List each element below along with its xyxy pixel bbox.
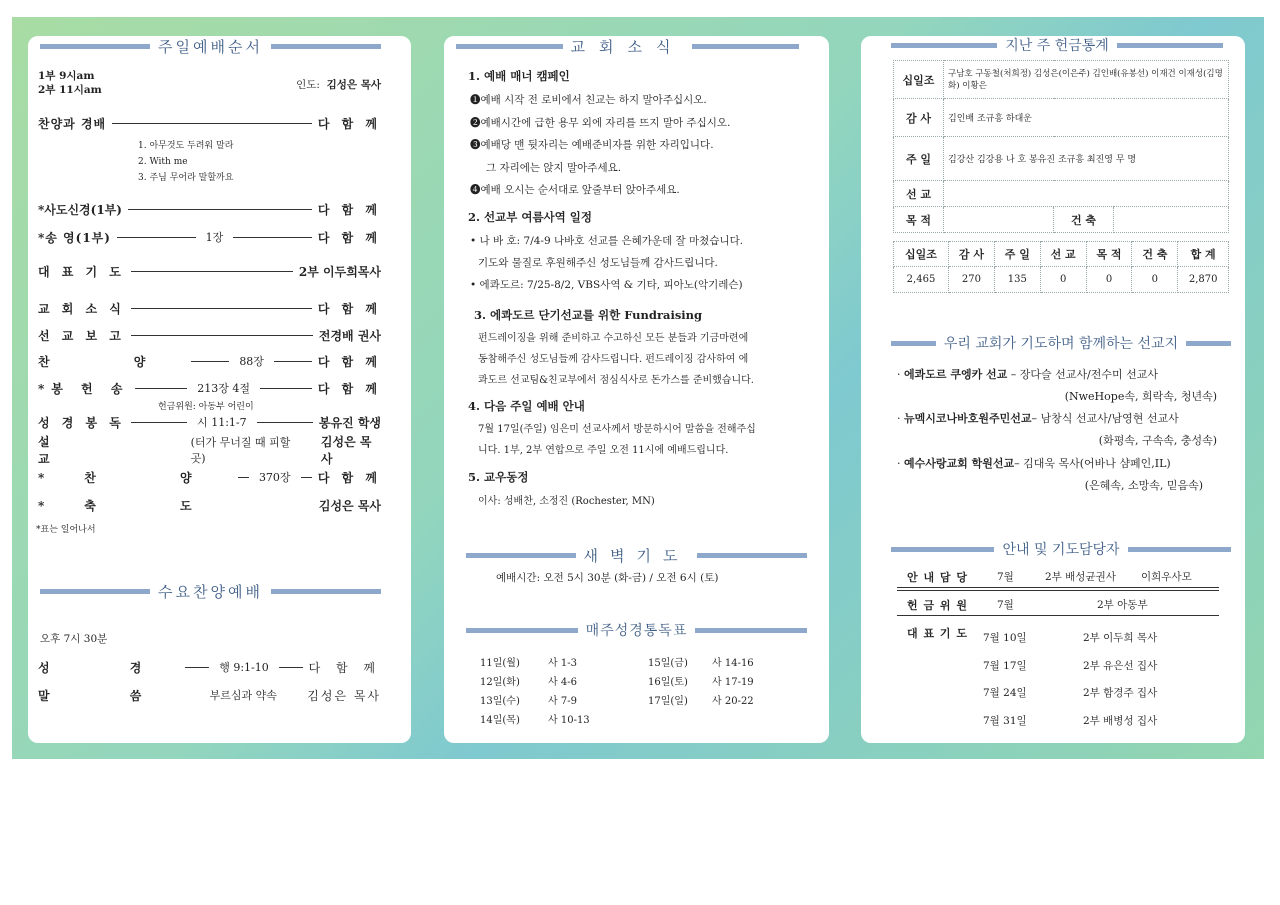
order-row: 선 교 보 고 전경배 권사 [38, 328, 381, 343]
mission-item: · 에콰도르 쿠엥카 선교 – 장다슬 선교사/전수미 선교사 [897, 368, 1159, 381]
song-item: 2. With me [138, 157, 188, 167]
order-row: 성 경 행 9:1-10 다 함 께 [38, 660, 382, 675]
news-item: 그 자리에는 앉지 말아주세요. [486, 161, 622, 174]
order-row: 찬양과 경배 다 함 께 [38, 116, 381, 131]
reading-right-days: 15일(금) 16일(토) 17일(일) [648, 658, 688, 707]
praise-songs [138, 138, 233, 186]
leader: 인도: 김성은 목사 [296, 79, 381, 91]
table-row: 십일조 구남호 구동철(처희정) 김성은(이은주) 김인배(유봉선) 이재건 이재성(김명화) 이황은 [894, 61, 1229, 99]
news-item: 콰도르 선교팀&친교부에서 점심식사로 돈가스를 준비했습니다. [478, 375, 754, 386]
service-times [38, 69, 102, 97]
order-row: 찬 양 88장 다 함 께 [38, 354, 382, 369]
duties-title: 안내 및 기도담당자 [1002, 542, 1120, 558]
news-item: 니다. 1부, 2부 연합으로 주일 오전 11시에 예배드립니다. [478, 445, 729, 456]
section-heading [861, 35, 1245, 55]
offering-title: 지난 주 헌금통계 [1005, 38, 1109, 54]
news-item: 펀드레이징을 위해 준비하고 수고하신 모든 분들과 기금마련에 [478, 333, 749, 344]
news-s5-item: 이사: 성배찬, 소정진 (Rochester, MN) [478, 496, 655, 507]
order-row: *봉 헌 송 213장 4절 다 함 께 [38, 381, 381, 396]
section-heading [861, 333, 1245, 353]
news-item: • 에콰도르: 7/25-8/2, VBS사역 & 기타, 피아노(악기레슨) [470, 279, 743, 291]
news-item: ❷예배시간에 급한 용무 외에 자리를 뜨지 말아 주십시오. [470, 116, 731, 129]
service-2: 2부 11시am [38, 84, 102, 96]
table-row: 감 사 김인배 조규흥 하대운 [894, 99, 1229, 137]
reading-left-days: 11일(월) 12일(화) 13일(수) 14일(목) [480, 658, 520, 726]
prayer-label: 대 표 기 도 [907, 627, 968, 640]
guide-a: 2부 배성균권사 [1045, 571, 1116, 583]
news-s5-title: 5. 교우동정 [468, 470, 529, 484]
news-s2-list [470, 230, 743, 296]
section-heading [28, 581, 411, 601]
news-item: 동참해주신 성도님들께 감사드립니다. 펀드레이징 감사하여 에 [478, 354, 749, 365]
reading-left-passages: 사 1-3 사 4-6 사 7-9 사 10-13 [548, 658, 590, 726]
table-row: 선 교 [894, 181, 1229, 207]
mission-groups: (은혜속, 소망속, 믿음속) [1084, 479, 1203, 492]
divider [897, 615, 1219, 616]
news-item: • 나 바 호: 7/4-9 나바호 선교를 은혜가운데 잘 마쳤습니다. [470, 235, 744, 247]
guide-month: 7월 [997, 571, 1014, 583]
church-news-panel [444, 36, 829, 743]
table-row: 십일조 감 사 주 일 선 교 목 적 건 축 합 계 [894, 242, 1229, 267]
offering-month: 7월 [997, 599, 1014, 611]
section-heading [444, 545, 829, 565]
reading-right-passages: 사 14-16 사 17-19 사 20-22 [712, 658, 754, 707]
order-row: 교 회 소 식 다 함 께 [38, 301, 381, 316]
table-row: 2,465 270 135 0 0 0 2,870 [894, 267, 1229, 293]
news-item: ❹예배 오시는 순서대로 앞줄부터 앉아주세요. [470, 184, 680, 196]
news-s4-title: 4. 다음 주일 예배 안내 [468, 399, 585, 413]
news-item: 7월 17일(주일) 임은미 선교사께서 방문하시어 말씀을 전해주십 [478, 424, 756, 435]
service-1: 1부 9시am [38, 70, 95, 82]
mission-groups: (화평속, 구속속, 충성속) [1098, 434, 1217, 447]
news-s2-title: 2. 선교부 여름사역 일정 [468, 210, 592, 224]
news-title: 교회소식 [570, 37, 685, 56]
mission-item: · 뉴멕시코나바호원주민선교– 남창식 선교사/남영현 선교사 [897, 412, 1179, 425]
order-row: *축 도 김성은 목사 [38, 498, 381, 513]
divider [897, 587, 1219, 588]
news-item: ❸예배당 맨 뒷자리는 예배준비자를 위한 자리입니다. [470, 139, 714, 151]
table-row: 주 일 김강산 김강용 나 호 봉유진 조규흥 최진영 무 명 [894, 137, 1229, 181]
section-heading [444, 36, 829, 56]
section-heading [444, 620, 829, 640]
reading-title: 매주성경통독표 [585, 623, 688, 639]
order-row: 성 경 봉 독 시 11:1-7 봉유진 학생 [38, 415, 381, 430]
offering-panel [861, 36, 1245, 743]
dawn-text: 예배시간: 오전 5시 30분 (화-금) / 오전 6시 (토) [496, 572, 719, 584]
prayer-dates: 7월 10일 7월 17일 7월 24일 7월 31일 [983, 632, 1027, 727]
footnote: *표는 일어나서 [36, 525, 96, 535]
order-row: *송 영(1부) 1장 다 함 께 [38, 230, 382, 245]
prayer-names: 2부 이두희 목사 2부 유은선 집사 2부 함경주 집사 2부 배병성 집사 [1083, 632, 1158, 727]
offering-a: 2부 아동부 [1097, 599, 1148, 611]
guide-b: 이희우사모 [1141, 571, 1192, 583]
mission-groups: (NweHope속, 희락속, 청년속) [1064, 390, 1217, 403]
news-item: 기도와 물질로 후원해주신 성도님들께 감사드립니다. [478, 257, 718, 269]
offering-note: 헌금위원: 아동부 어린이 [158, 402, 254, 412]
news-s3-list [478, 328, 754, 391]
song-item: 1. 아무것도 두려워 말라 [138, 141, 234, 151]
order-row: 말 씀 부르심과 약속 김성은 목사 [38, 688, 382, 703]
order-row: *찬 양 370장 다 함 께 [38, 470, 381, 485]
order-row: *사도신경(1부) 다 함 께 [38, 202, 381, 217]
news-s1-title: 1. 예배 매너 캠페인 [468, 69, 570, 83]
news-item: ❶예배 시작 전 로비에서 친교는 하지 말아주십시오. [470, 94, 707, 106]
offering-label: 헌 금 위 원 [907, 599, 968, 612]
news-s3-title: 3. 에콰도르 단기선교를 위한 Fundraising [474, 308, 703, 322]
wednesday-title: 수요찬양예배 [158, 582, 263, 601]
mission-item: · 예수사랑교회 학원선교– 김대욱 목사(어바나 샴페인,IL) [897, 457, 1171, 470]
song-item: 3. 주님 무어라 말할까요 [138, 173, 234, 183]
offering-table [893, 60, 1229, 233]
missions-title: 우리 교회가 기도하며 함께하는 선교지 [943, 336, 1179, 352]
section-heading [28, 36, 411, 56]
offering-summary-table [893, 241, 1229, 293]
divider [897, 590, 1219, 591]
worship-order-panel [28, 36, 411, 743]
table-row: 목 적 건 축 [894, 207, 1229, 233]
order-row: 설 교 (터가 무너질 때 피할 곳) 김성은 목사 [38, 435, 372, 466]
news-s1-list [470, 89, 730, 202]
wednesday-time: 오후 7시 30분 [40, 633, 108, 645]
guide-label: 안 내 담 당 [907, 571, 968, 584]
dawn-title: 새벽기도 [583, 546, 690, 565]
section-heading [861, 539, 1245, 559]
news-s4-list [478, 419, 756, 461]
sunday-title: 주일예배순서 [158, 37, 263, 56]
order-row: 대 표 기 도 2부 이두희목사 [38, 264, 381, 279]
